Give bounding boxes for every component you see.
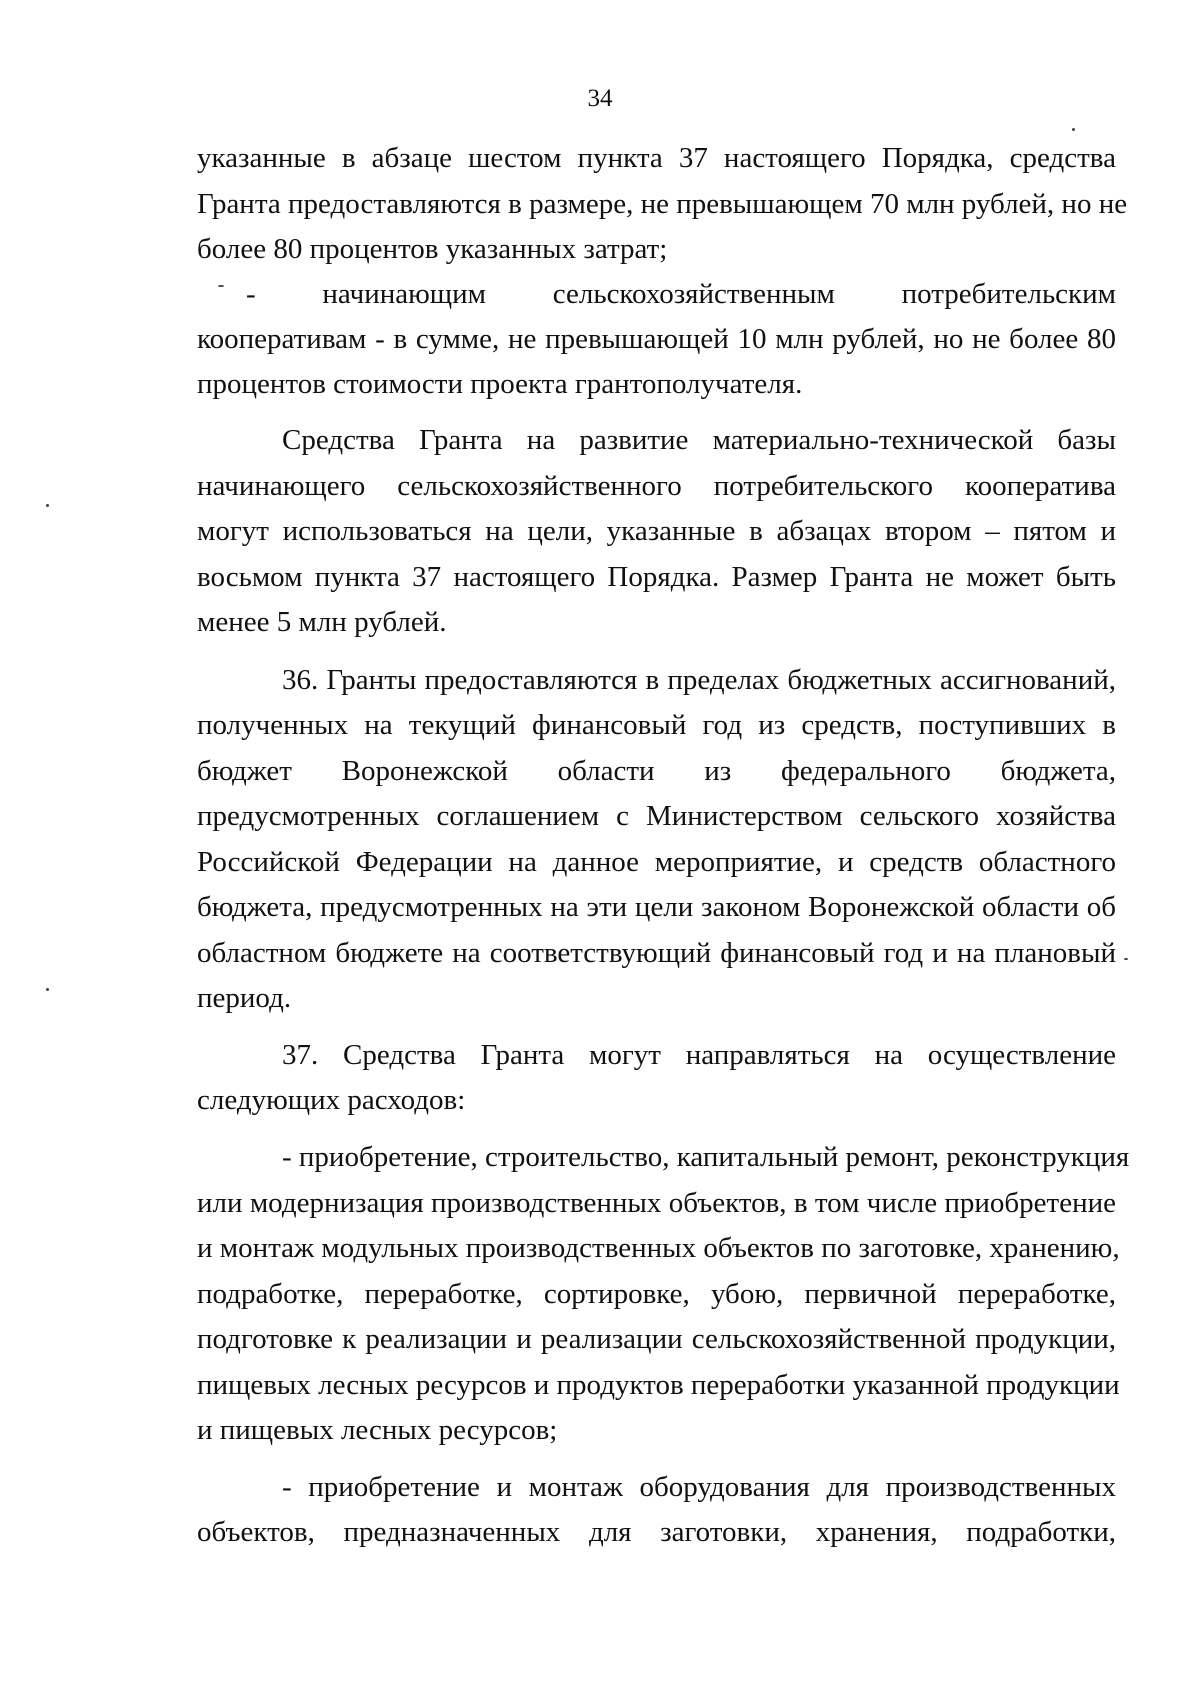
text-line: бюджета, предусмотренных на эти цели законом Воронежской области об [197,891,1116,923]
text-line: полученных на текущий финансовый год из средств, поступивших в [197,709,1116,741]
text-line: 37. Средства Гранта могут направляться на осуществление [282,1039,1116,1071]
text-line: кооперативам - в сумме, не превышающей 10 млн рублей, но не более 80 [197,323,1116,355]
text-line: и монтаж модульных производственных объектов по заготовке, хранению, [197,1232,1120,1264]
scan-speck [1124,958,1128,960]
scan-speck [46,504,49,507]
text-line: Российской Федерации на данное мероприятие, и средств областного [197,846,1116,878]
text-line: подработке, переработке, сортировке, убою, первичной переработке, [197,1278,1116,1310]
text-line: следующих расходов: [197,1084,466,1116]
text-line: менее 5 млн рублей. [197,606,447,638]
text-line: - приобретение, строительство, капитальный ремонт, реконструкция [282,1141,1130,1173]
page-number: 34 [587,85,613,112]
text-line: объектов, предназначенных для заготовки, хранения, подработки, [197,1516,1116,1548]
text-line: областном бюджете на соответствующий финансовый год и на плановый [197,937,1116,969]
text-line: более 80 процентов указанных затрат; [197,233,668,265]
text-line: или модернизация производственных объектов, в том числе приобретение [197,1187,1116,1219]
text-line: период. [197,982,292,1014]
text-line: пищевых лесных ресурсов и продуктов переработки указанной продукции [197,1369,1120,1401]
scan-speck [1072,128,1075,131]
text-line: Гранта предоставляются в размере, не превышающем 70 млн рублей, но не [197,188,1128,220]
text-line: предусмотренных соглашением с Министерством сельского хозяйства [197,800,1116,832]
text-line: процентов стоимости проекта грантополучателя. [197,368,803,400]
text-line: бюджет Воронежской области из федерального бюджета, [197,755,1116,787]
text-line: начинающего сельскохозяйственного потребительского кооператива [197,470,1116,502]
text-line: восьмом пункта 37 настоящего Порядка. Размер Гранта не может быть [197,561,1116,593]
text-line: могут использоваться на цели, указанные в абзацах втором – пятом и [197,515,1116,547]
scan-speck [46,988,49,991]
text-line: и пищевых лесных ресурсов; [197,1414,558,1446]
scan-speck [218,285,224,287]
text-line: - приобретение и монтаж оборудования для производственных [282,1471,1116,1503]
text-line: подготовке к реализации и реализации сельскохозяйственной продукции, [197,1323,1116,1355]
text-line: Средства Гранта на развитие материально-технической базы [282,424,1116,456]
text-line: указанные в абзаце шестом пункта 37 настоящего Порядка, средства [197,142,1116,174]
text-line: - начинающим сельскохозяйственным потребительским [246,278,1116,310]
text-line: 36. Гранты предоставляются в пределах бюджетных ассигнований, [282,664,1116,696]
